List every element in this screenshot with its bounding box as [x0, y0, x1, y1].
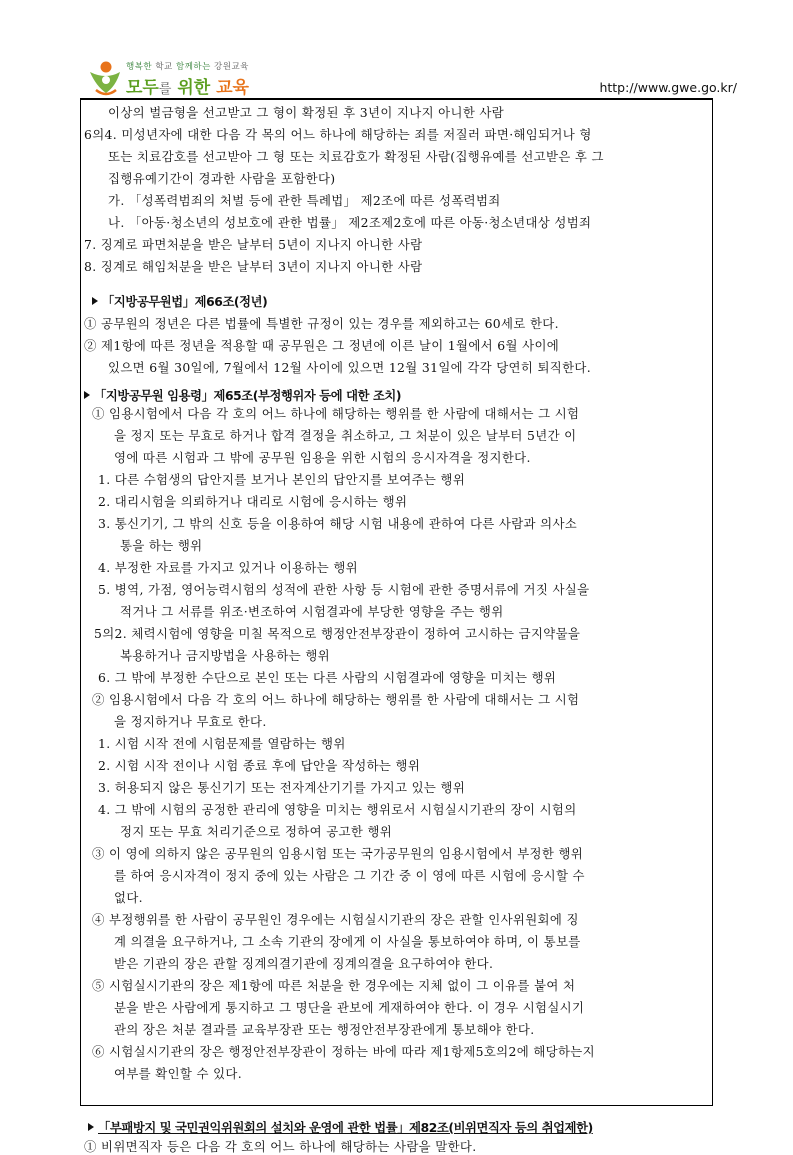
- text-line: 계 의결을 요구하거나, 그 소속 기관의 장에게 이 사실을 통보하여야 하며, 이 통보를: [114, 934, 581, 949]
- section-heading-text: 「부패방지 및 국민권익위원회의 설치와 운영에 관한 법률」제82조(비위면직자 등의 취업제한): [98, 1121, 593, 1135]
- triangle-bullet-icon: [84, 391, 90, 399]
- section-heading-text: 「지방공무원 임용령」제65조(부정행위자 등에 대한 조치): [94, 389, 402, 403]
- text-line: 받은 기관의 장은 관할 징계의결기관에 징계의결을 요구하여야 한다.: [114, 956, 494, 971]
- text-line: 6. 그 밖에 부정한 수단으로 본인 또는 다른 사람의 시험결과에 영향을 미치는 행위: [98, 670, 557, 685]
- text-line: 집행유예기간이 경과한 사람을 포함한다): [108, 171, 336, 186]
- text-line: ① 공무원의 정년은 다른 법률에 특별한 규정이 있는 경우를 제외하고는 60세로 한다.: [84, 316, 559, 331]
- text-line: 나. 「아동·청소년의 성보호에 관한 법률」 제2조제2호에 따른 아동·청소년대상 성범죄: [108, 215, 592, 230]
- site-url: http://www.gwe.go.kr/: [599, 80, 737, 95]
- text-line: ① 비위면직자 등은 다음 각 호의 어느 하나에 해당하는 사람을 말한다.: [84, 1139, 477, 1154]
- section-heading: [88, 1120, 593, 1136]
- text-line: 분을 받은 사람에게 통지하고 그 명단을 관보에 게재하여야 한다. 이 경우 시험실시기: [114, 1000, 585, 1015]
- text-line: 2. 시험 시작 전이나 시험 종료 후에 답안을 작성하는 행위: [98, 758, 421, 773]
- text-line: 4. 부정한 자료를 가지고 있거나 이용하는 행위: [98, 560, 359, 575]
- text-line: 있으면 6월 30일에, 7월에서 12월 사이에 있으면 12월 31일에 각각 당연히 퇴직한다.: [108, 360, 592, 375]
- text-line: ① 임용시험에서 다음 각 호의 어느 하나에 해당하는 행위를 한 사람에 대해서는 그 시험: [92, 406, 580, 421]
- page-header: [0, 0, 793, 100]
- text-line: 을 정지하거나 무효로 한다.: [114, 714, 267, 729]
- text-line: 또는 치료감호를 선고받아 그 형 또는 치료감호가 확정된 사람(집행유예를 선고받은 후 그: [108, 149, 604, 164]
- text-line: 3. 허용되지 않은 통신기기 또는 전자계산기기를 가지고 있는 행위: [98, 780, 466, 795]
- text-line: 1. 시험 시작 전에 시험문제를 열람하는 행위: [98, 736, 346, 751]
- triangle-bullet-icon: [92, 297, 98, 305]
- text-line: 1. 다른 수험생의 답안지를 보거나 본인의 답안지를 보여주는 행위: [98, 472, 466, 487]
- text-line: ③ 이 영에 의하지 않은 공무원의 임용시험 또는 국가공무원의 임용시험에서 부정한 행위: [92, 846, 584, 861]
- text-line: 5. 병역, 가점, 영어능력시험의 성적에 관한 사항 등 시험에 관한 증명서류에 거짓 사실을: [98, 582, 590, 597]
- text-line: ④ 부정행위를 한 사람이 공무원인 경우에는 시험실시기관의 장은 관할 인사위원회에 징: [92, 912, 579, 927]
- text-line: 을 정지 또는 무효로 하거나 합격 결정을 취소하고, 그 처분이 있은 날부터 5년간 이: [114, 428, 577, 443]
- logo-mark-icon: [86, 60, 124, 96]
- text-line: 7. 징계로 파면처분을 받은 날부터 5년이 지나지 아니한 사람: [84, 237, 423, 252]
- text-line: 6의4. 미성년자에 대한 다음 각 목의 어느 하나에 해당하는 죄를 저질러 파면·해임되거나 형: [84, 127, 592, 142]
- section-heading: [84, 388, 401, 404]
- text-line: ② 제1항에 따른 정년을 적용할 때 공무원은 그 정년에 이른 날이 1월에서 6월 사이에: [84, 338, 560, 353]
- text-line: 3. 통신기기, 그 밖의 신호 등을 이용하여 해당 시험 내용에 관하여 다른 사람과 의사소: [98, 516, 578, 531]
- text-line: 를 하여 응시자격이 정지 중에 있는 사람은 그 기간 중 이 영에 따른 시험에 응시할 수: [114, 868, 585, 883]
- text-line: 복용하거나 금지방법을 사용하는 행위: [120, 648, 330, 663]
- text-line: 영에 따른 시험과 그 밖에 공무원 임용을 위한 시험의 응시자격을 정지한다.: [114, 450, 531, 465]
- section-heading: [92, 294, 267, 310]
- text-line: 여부를 확인할 수 있다.: [114, 1066, 243, 1081]
- text-line: ② 임용시험에서 다음 각 호의 어느 하나에 해당하는 행위를 한 사람에 대해서는 그 시험: [92, 692, 580, 707]
- text-line: 5의2. 체력시험에 영향을 미칠 목적으로 행정안전부장관이 정하여 고시하는 금지약물을: [94, 626, 581, 641]
- text-line: 없다.: [114, 890, 143, 905]
- logo-title: 모두를 위한 교육: [126, 78, 249, 98]
- text-line: 4. 그 밖에 시험의 공정한 관리에 영향을 미치는 행위로서 시험실시기관의 장이 시험의: [98, 802, 577, 817]
- text-line: ⑤ 시험실시기관의 장은 제1항에 따른 처분을 한 경우에는 지체 없이 그 이유를 붙여 처: [92, 978, 576, 993]
- section-heading-text: 「지방공무원법」제66조(정년): [102, 295, 268, 309]
- text-line: 2. 대리시험을 의뢰하거나 대리로 시험에 응시하는 행위: [98, 494, 408, 509]
- text-line: 이상의 벌금형을 선고받고 그 형이 확정된 후 3년이 지나지 아니한 사람: [108, 105, 505, 120]
- text-line: 관의 장은 처분 결과를 교육부장관 또는 행정안전부장관에게 통보해야 한다.: [114, 1022, 535, 1037]
- text-line: 8. 징계로 해임처분을 받은 날부터 3년이 지나지 아니한 사람: [84, 259, 423, 274]
- gwe-logo: [86, 58, 386, 98]
- text-line: 정지 또는 무효 처리기준으로 정하여 공고한 행위: [120, 824, 393, 839]
- text-line: ⑥ 시험실시기관의 장은 행정안전부장관이 정하는 바에 따라 제1항제5호의2에 해당하는지: [92, 1044, 595, 1059]
- logo-slogan: 행복한 학교 함께하는 강원교육: [126, 62, 249, 72]
- text-line: 통을 하는 행위: [120, 538, 203, 553]
- text-line: 가. 「성폭력범죄의 처벌 등에 관한 특례법」 제2조에 따른 성폭력범죄: [108, 193, 501, 208]
- triangle-bullet-icon: [88, 1123, 94, 1131]
- text-line: 적거나 그 서류를 위조·변조하여 시험결과에 부당한 영향을 주는 행위: [120, 604, 504, 619]
